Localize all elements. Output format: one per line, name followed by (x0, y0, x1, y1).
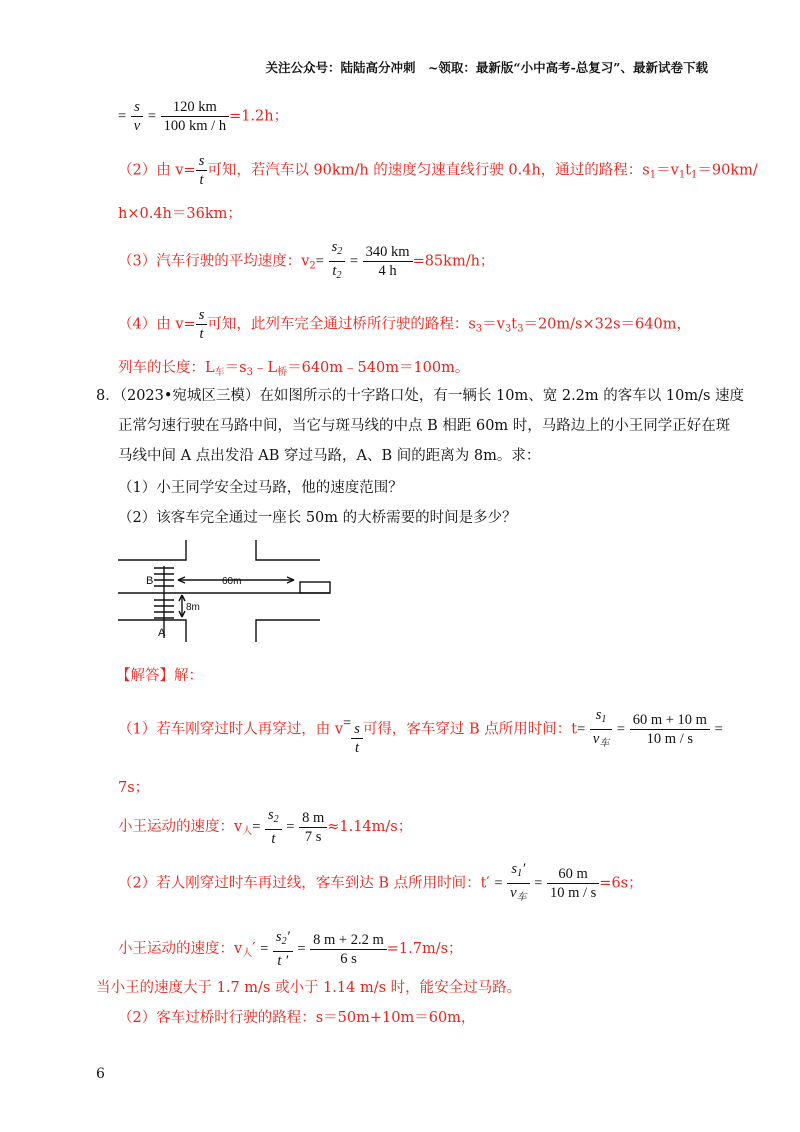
text-segment: 可知，此列车完全通过桥所行驶的路程：s (207, 316, 476, 333)
denominator: 7 s (304, 828, 322, 845)
solution-line-6 (118, 356, 469, 378)
denominator: 6 s (340, 950, 357, 967)
answer-line-1 (118, 706, 723, 757)
numerator: 8 m (299, 809, 327, 828)
numerator: s (196, 306, 208, 325)
text-segment: 可知，若汽车以 90km/h 的速度匀速直线行驶 0.4h，通过的路程：s (207, 162, 650, 179)
equals-sign: = (577, 721, 586, 738)
prime-mark: ′ (252, 941, 256, 957)
result-text: =6s； (599, 875, 643, 892)
text-segment: ＝90km/ (697, 162, 758, 179)
numerator: $s_2'$ (273, 928, 293, 952)
answer-start: 解： (174, 668, 203, 684)
equals-sign: = (534, 875, 543, 892)
equals-sign: = (616, 721, 626, 738)
numerator: 60 m (547, 865, 599, 884)
denominator: t ′ (277, 953, 289, 969)
fraction-s2-over-t2 (329, 238, 346, 285)
label-8m: 8m (186, 602, 200, 613)
result-text: =1.7m/s； (386, 941, 463, 957)
fraction-value (363, 243, 413, 280)
text-segment: 列车的长度：L (118, 360, 215, 376)
text-segment: ﹣L (252, 360, 278, 376)
equals-sign: = (343, 715, 352, 732)
solution-line-2 (118, 152, 758, 189)
text-segment: ＝640m﹣540m＝100m。 (287, 360, 470, 376)
answer-heading (116, 664, 203, 685)
fraction-value (630, 711, 710, 748)
text-segment: t (511, 316, 518, 333)
denominator: t (199, 172, 204, 188)
text-segment: ＝20m/s×32s＝640m， (523, 316, 691, 333)
crossroad-diagram (116, 538, 336, 644)
fraction-value (299, 809, 327, 846)
numerator: 340 km (363, 243, 413, 262)
numerator: 8 m + 2.2 m (310, 931, 387, 950)
numerator: $s_1'$ (507, 860, 529, 884)
solution-line-3: h×0.4h＝36km； (118, 206, 242, 222)
label-60m: 60m (222, 576, 242, 587)
text-segment: ＝v (656, 162, 679, 179)
subscript: 2 (309, 260, 316, 272)
result-text: =85km/h； (412, 253, 495, 270)
page-header: 关注公众号：陆陆高分冲刺 ~领取：最新版“小中高考-总复习”、最新试卷下载 (265, 60, 708, 75)
denominator: t (355, 739, 360, 756)
denominator: v (133, 118, 141, 134)
denominator: $t_2$ (332, 263, 342, 281)
answer-line-5: 当小王的速度大于 1.7 m/s 或小于 1.14 m/s 时，能安全过马路。 (96, 980, 522, 996)
result-text: =1.2h； (229, 108, 289, 125)
fraction-value (547, 865, 599, 902)
fraction-s1-over-v (590, 706, 612, 753)
fraction-s2-over-t (265, 806, 282, 848)
result-text: ≈1.14m/s； (327, 819, 413, 835)
denominator: t (199, 326, 204, 342)
bus-rectangle (300, 582, 330, 593)
equals-sign: = (714, 721, 723, 738)
solution-line-5 (118, 306, 691, 343)
answer-line-4 (118, 928, 463, 970)
equals-sign: = (147, 108, 157, 125)
subscript: 1 (649, 169, 657, 181)
label-a: A (158, 627, 166, 639)
subscript: 3 (517, 323, 524, 335)
text-segment: （3）汽车行驶的平均速度：v (118, 253, 310, 270)
text-segment: （2）若人刚穿过时车再过线，客车到达 B 点所用时间：t′ (118, 875, 490, 892)
denominator: 10 m / s (549, 885, 597, 901)
subscript: 3 (475, 323, 483, 335)
denominator: $v_车$ (510, 885, 527, 903)
question-1: （1）小王同学安全过马路，他的速度范围？ (118, 480, 403, 496)
text-segment: 小王运动的速度：v (118, 941, 243, 957)
fraction-s-over-t (196, 306, 208, 343)
equals-sign: = (118, 108, 127, 125)
numerator: 120 km (161, 98, 229, 117)
text-segment: 可得，客车穿过 B 点所用时间：t (362, 721, 578, 738)
subscript: 人 (242, 826, 253, 837)
problem-line-3: 马线中间 A 点出发沿 AB 穿过马路，A、B 间的距离为 8m。求： (118, 448, 541, 464)
numerator: s (131, 98, 143, 117)
subscript: 3 (246, 367, 253, 378)
text-segment: （4）由 v= (118, 316, 196, 333)
solution-line-1 (118, 98, 288, 135)
fraction-s1prime-over-v (507, 860, 529, 907)
equals-sign: = (260, 941, 269, 957)
answer-line-2 (118, 806, 412, 848)
denominator: t (271, 831, 276, 847)
text-segment: ＝v (482, 316, 505, 333)
label-b: B (146, 575, 154, 587)
equals-sign: = (297, 941, 306, 957)
subscript: 人 (242, 948, 253, 959)
equals-sign: = (494, 875, 503, 892)
answer-line-6: （2）客车过桥时行驶的路程：s＝50m+10m＝60m， (118, 1010, 476, 1026)
text-segment: ＝s (224, 360, 247, 376)
equals-sign: = (349, 253, 359, 270)
fraction-s-over-t (196, 152, 208, 189)
numerator: $s_2$ (265, 806, 282, 830)
denominator: 100 km / h (163, 118, 227, 134)
fraction-s2prime-over-tprime (273, 928, 293, 970)
fraction-s-over-v (131, 98, 143, 135)
denominator: $v_车$ (592, 731, 610, 749)
answer-tag: 【解答】 (116, 668, 174, 684)
problem-line-2: 正常匀速行驶在马路中间，当它与斑马线的中点 B 相距 60m 时，马路边上的小王同学正好在斑 (118, 418, 731, 434)
fraction-s-over-t (351, 720, 363, 757)
subscript: 3 (504, 323, 512, 335)
problem-line-1: 8．（2023•宛城区三模）在如图所示的十字路口处，有一辆长 10m、宽 2.2m 的客车以 10m/s 速度 (96, 388, 745, 404)
solution-line-4 (118, 238, 494, 285)
numerator: 60 m + 10 m (630, 711, 710, 730)
fraction-value (310, 931, 387, 968)
numerator: s (351, 720, 363, 739)
page-number: 6 (96, 1066, 105, 1082)
fraction-value (161, 98, 229, 135)
denominator: 4 h (378, 263, 397, 279)
numerator: s (196, 152, 208, 171)
equals-sign: = (315, 253, 324, 270)
subscript: 1 (691, 169, 698, 181)
equals-sign: = (286, 819, 295, 835)
numerator: $s_2$ (329, 238, 346, 262)
subscript: 桥 (277, 367, 288, 378)
subscript: 车 (214, 367, 225, 378)
answer-line-1-result: 7s； (118, 780, 150, 796)
question-2: （2）该客车完全通过一座长 50m 的大桥需要的时间是多少？ (118, 510, 517, 526)
subscript: 1 (678, 169, 686, 181)
denominator: 10 m / s (646, 731, 693, 747)
text-segment: （1）若车刚穿过时人再穿过，由 v (118, 721, 344, 738)
text-segment: （2）由 v= (118, 162, 196, 179)
numerator: $s_1$ (590, 706, 612, 730)
answer-line-3 (118, 860, 643, 907)
equals-sign: = (252, 819, 261, 835)
text-segment: 小王运动的速度：v (118, 819, 243, 835)
text-segment: t (685, 162, 692, 179)
